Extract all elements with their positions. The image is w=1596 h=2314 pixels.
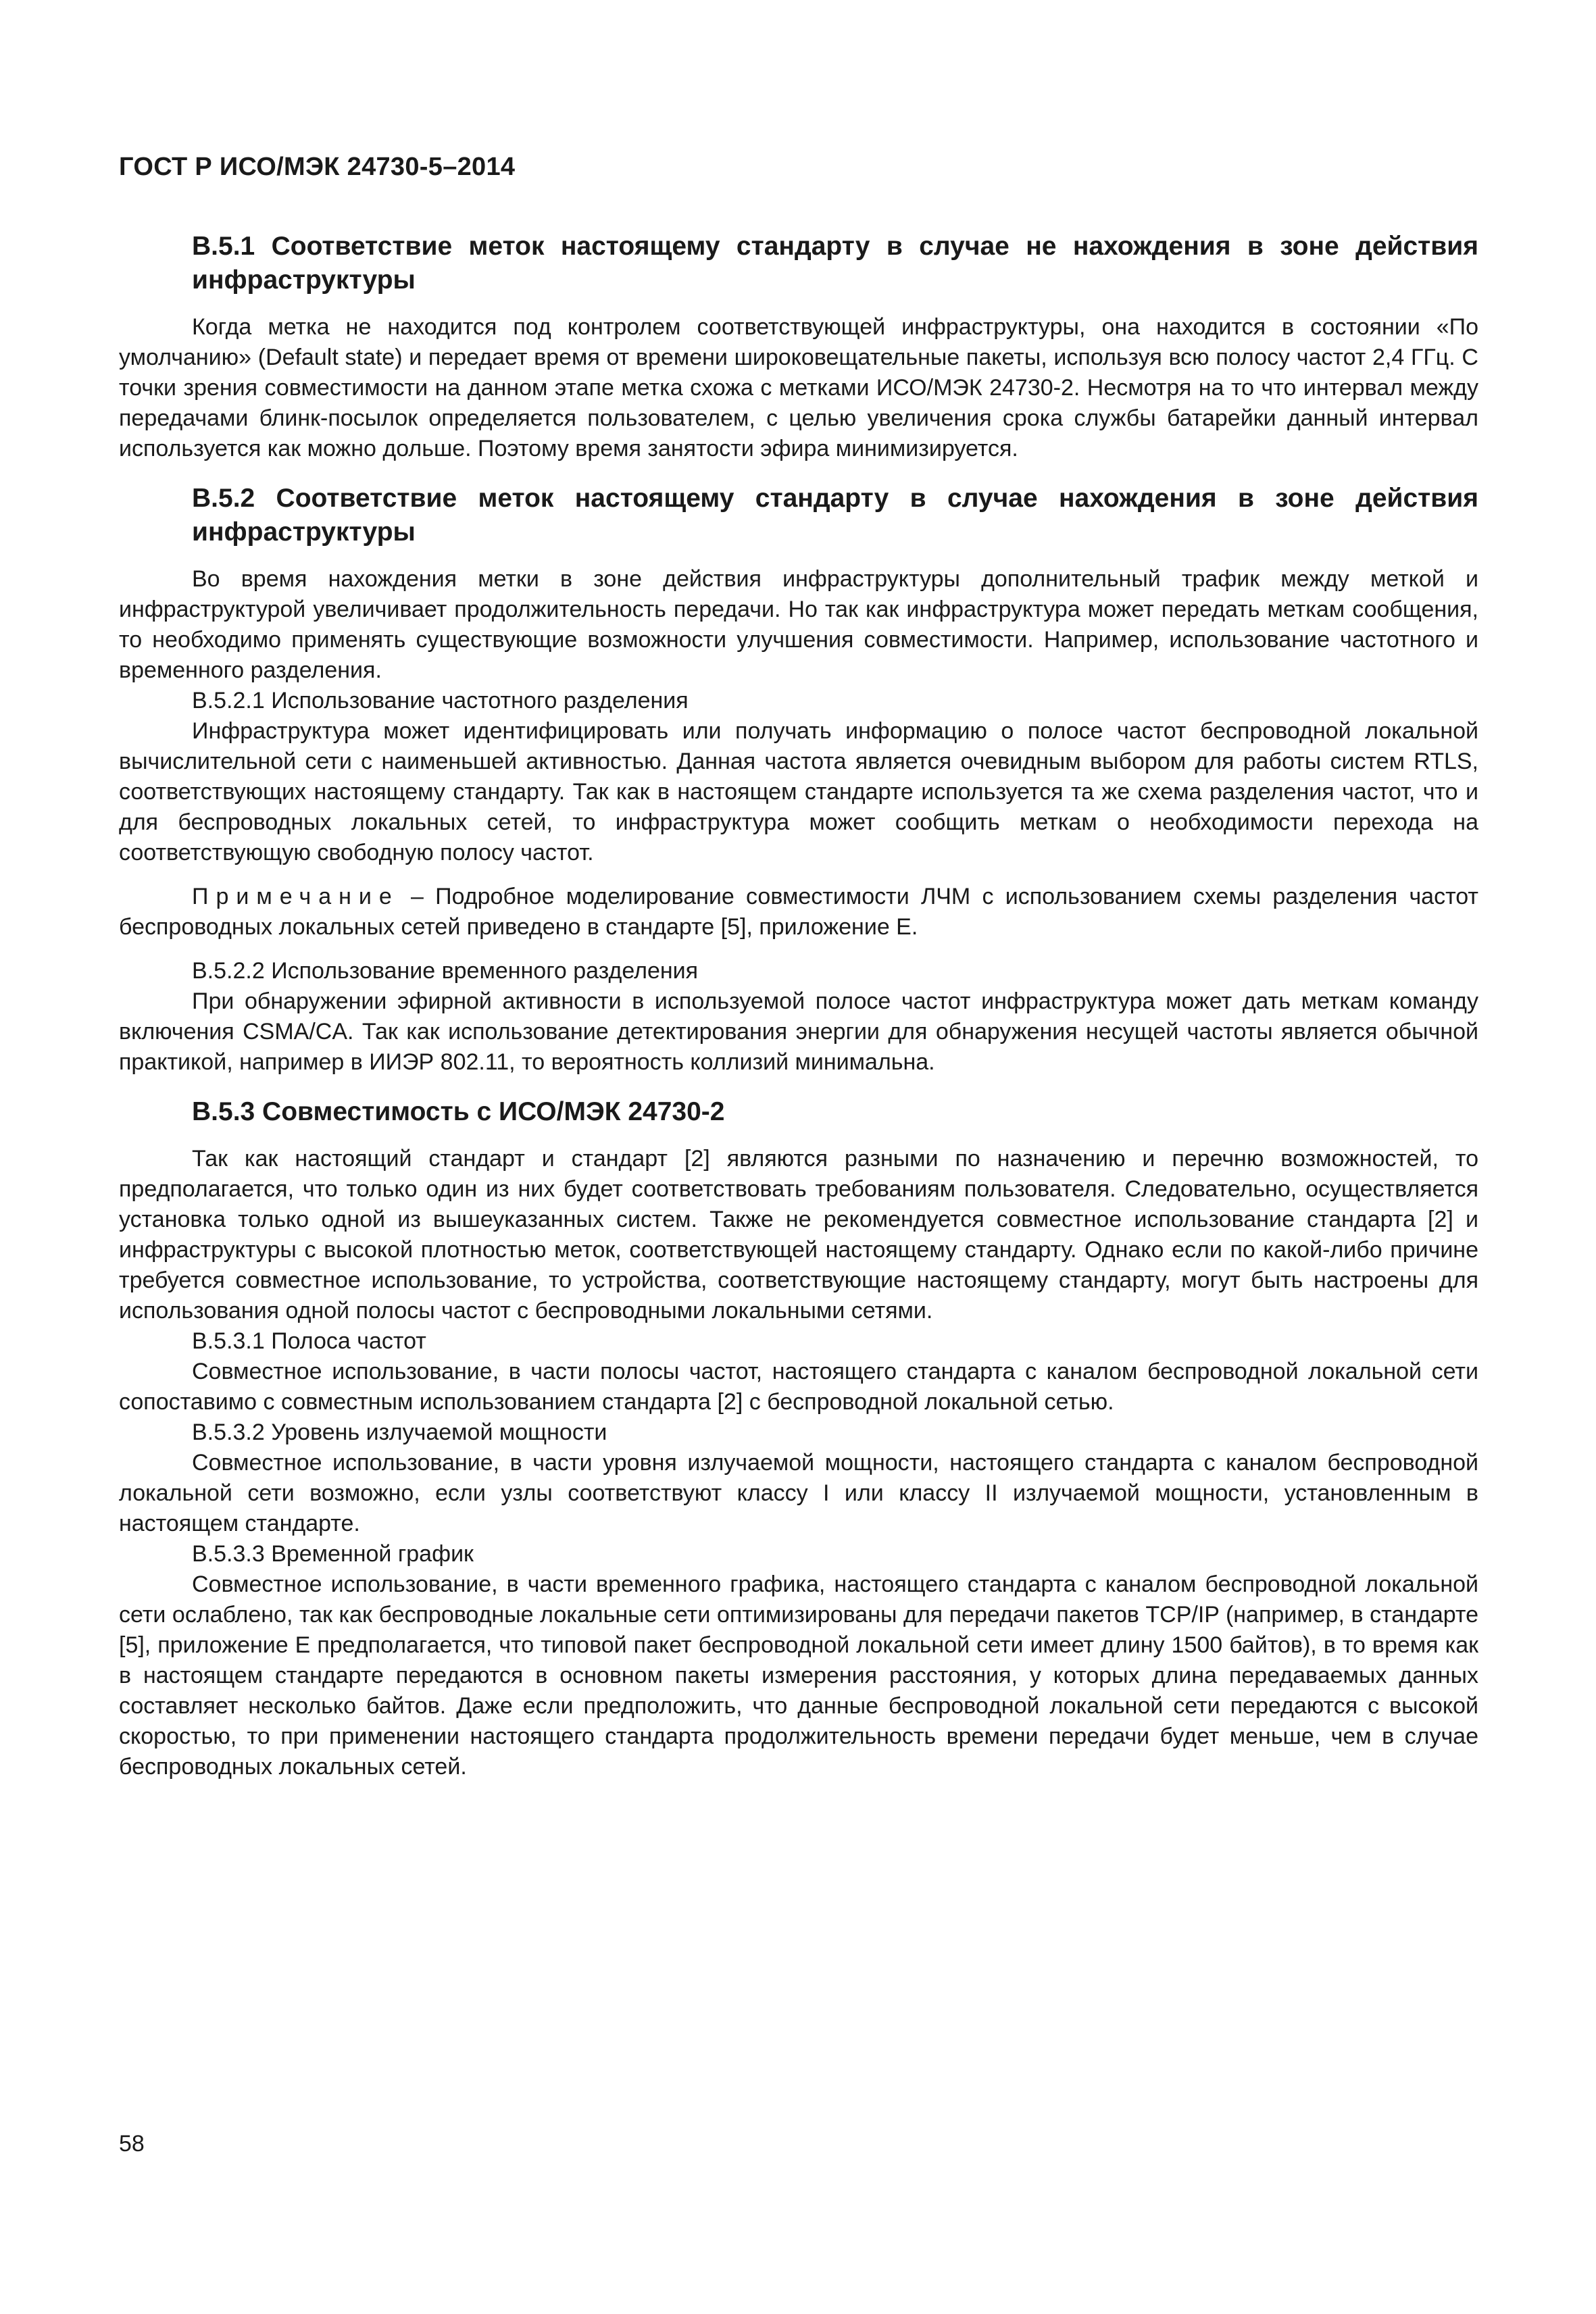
subsection-b-5-2-1-text: Инфраструктура может идентифицировать или получать информацию о полосе частот беспроводной локальной вычислительной сети с наименьшей активностью. Данная частота является очевидным выбором для работы систем RTLS, соответствующих настоящему стандарту. Так как в настоящем стандарте используется та же схема разделения частот, что и для беспроводных локальных сетей, то инфраструктура может сообщить меткам о необходимости перехода на соответствующую свободную полосу частот. bbox=[119, 718, 1478, 865]
document-body bbox=[119, 230, 1478, 1782]
subsection-b-5-2-2-text: При обнаружении эфирной активности в используемой полосе частот инфраструктура может дать меткам команду включения CSMA/CA. Так как использование детектирования энергии для обнаружения несущей частоты является обычной практикой, например в ИИЭР 802.11, то вероятность коллизий минимальна. bbox=[119, 988, 1478, 1075]
document-header-title: ГОСТ Р ИСО/МЭК 24730-5–2014 bbox=[119, 153, 516, 181]
section-b-5-2-paragraph: Во время нахождения метки в зоне действия инфраструктуры дополнительный трафик между меткой и инфраструктурой увеличивает продолжительность передачи. Но так как инфраструктура может передать меткам сообщения, то необходимо применять существующие возможности улучшения совместимости. Например, использование частотного и временного разделения. bbox=[119, 566, 1478, 683]
section-b-5-3 bbox=[119, 1095, 1478, 1782]
section-b-5-1 bbox=[119, 230, 1478, 464]
subsection-b-5-3-1-title: B.5.3.1 Полоса частот bbox=[192, 1328, 426, 1354]
subsection-b-5-2-1-title: B.5.2.1 Использование частотного разделения bbox=[192, 688, 689, 713]
section-b-5-1-paragraph: Когда метка не находится под контролем соответствующей инфраструктуры, она находится в состоянии «По умолчанию» (Default state) и передает время от времени широковещательные пакеты, используя всю полосу частот 2,4 ГГц. С точки зрения совместимости на данном этапе метка схожа с метками ИСО/МЭК 24730-2. Несмотря на то что интервал между передачами блинк-посылок определяется пользователем, с целью увеличения срока службы батарейки данный интервал используется как можно дольше. Поэтому время занятости эфира минимизируется. bbox=[119, 314, 1478, 461]
section-b-5-2-heading: B.5.2 Соответствие меток настоящему стандарту в случае нахождения в зоне действия инфраструктуры bbox=[192, 484, 1478, 547]
section-b-5-2 bbox=[119, 482, 1478, 1078]
subsection-b-5-3-2-title: B.5.3.2 Уровень излучаемой мощности bbox=[192, 1419, 607, 1445]
subsection-b-5-3-3-text: Совместное использование, в части временного графика, настоящего стандарта с каналом беспроводной локальной сети ослаблено, так как беспроводные локальные сети оптимизированы для передачи пакетов TCP/IP (например, в стандарте [5], приложение E предполагается, что типовой пакет беспроводной локальной сети имеет длину 1500 байтов), в то время как в настоящем стандарте передаются в основном пакеты измерения расстояния, у которых длина передаваемых данных составляет несколько байтов. Даже если предположить, что данные беспроводной локальной сети передаются с высокой скоростью, то при применении настоящего стандарта продолжительность времени передачи будет меньше, чем в случае беспроводных локальных сетей. bbox=[119, 1571, 1478, 1780]
subsection-b-5-3-2-text: Совместное использование, в части уровня излучаемой мощности, настоящего стандарта с каналом беспроводной локальной сети возможно, если узлы соответствуют классу I или классу II излучаемой мощности, установленным в настоящем стандарте. bbox=[119, 1450, 1478, 1536]
section-b-5-1-heading: B.5.1 Соответствие меток настоящему стандарту в случае не нахождения в зоне действия инфраструктуры bbox=[192, 232, 1478, 295]
section-b-5-3-heading: B.5.3 Совместимость с ИСО/МЭК 24730-2 bbox=[192, 1097, 725, 1126]
section-b-5-3-paragraph: Так как настоящий стандарт и стандарт [2] являются разными по назначению и перечню возможностей, то предполагается, что только один из них будет соответствовать требованиям пользователя. Следовательно, осуществляется установка только одной из вышеуказанных систем. Также не рекомендуется совместное использование стандарта [2] и инфраструктуры с высокой плотностью меток, соответствующей настоящему стандарту. Однако если по какой-либо причине требуется совместное использование, то устройства, соответствующие настоящему стандарту, могут быть настроены для использования одной полосы частот с беспроводными локальными сетями. bbox=[119, 1146, 1478, 1324]
subsection-b-5-3-1-text: Совместное использование, в части полосы частот, настоящего стандарта с каналом беспроводной локальной сети сопоставимо с совместным использованием стандарта [2] с беспроводной локальной сетью. bbox=[119, 1359, 1478, 1415]
note-label: Примечание bbox=[192, 884, 399, 909]
note-paragraph bbox=[119, 882, 1478, 942]
subsection-b-5-2-2-title: B.5.2.2 Использование временного разделения bbox=[192, 958, 699, 984]
page-number: 58 bbox=[119, 2131, 145, 2157]
note-text: – Подробное моделирование совместимости ЛЧМ с использованием схемы разделения частот беспроводных локальных сетей приведено в стандарте [5], приложение E. bbox=[119, 884, 1478, 940]
subsection-b-5-3-3-title: B.5.3.3 Временной график bbox=[192, 1541, 474, 1567]
